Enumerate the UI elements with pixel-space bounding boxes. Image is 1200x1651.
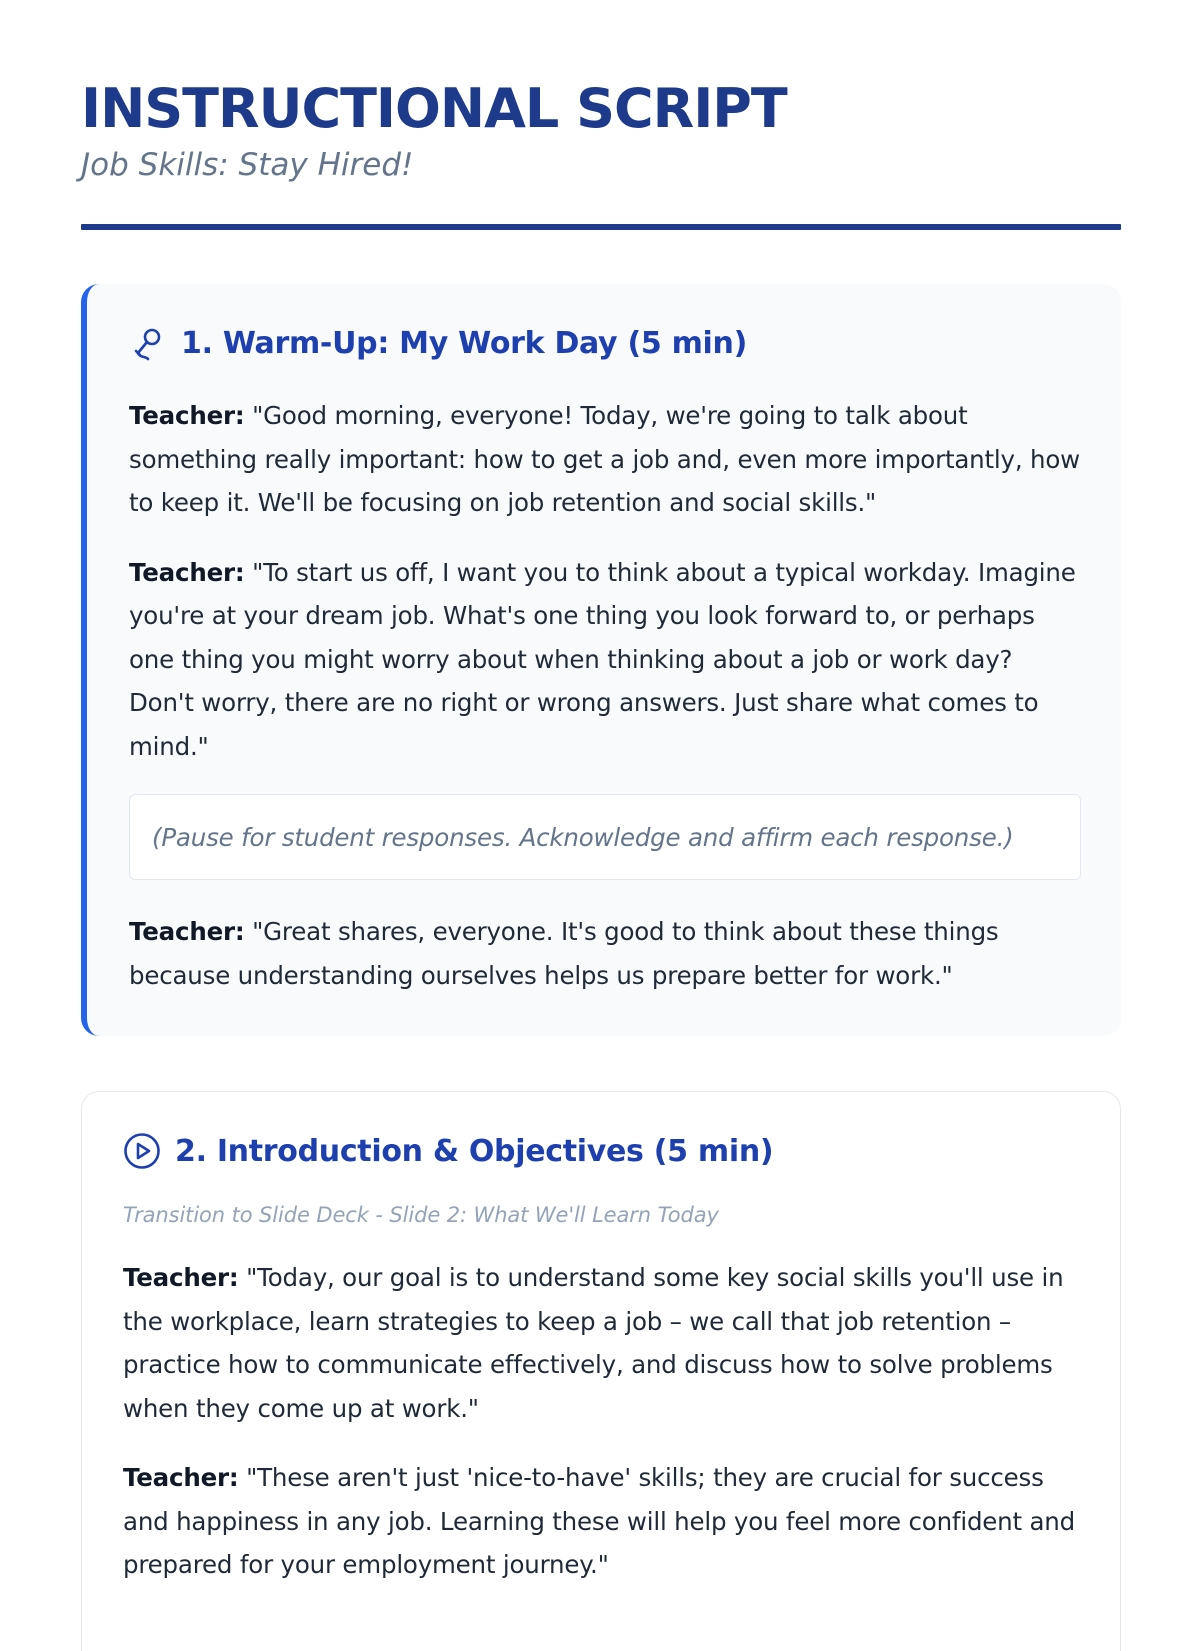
teacher-line-text: "These aren't just 'nice-to-have' skills; they are crucial for success and happiness in any job. Learning these will help you feel more confident and prepared for your employment journey."	[123, 1463, 1075, 1579]
teacher-line	[129, 394, 1081, 525]
teacher-line	[123, 1456, 1080, 1587]
pause-note: (Pause for student responses. Acknowledge and affirm each response.)	[129, 794, 1081, 880]
section-introduction	[81, 1091, 1121, 1651]
microphone-icon	[129, 324, 167, 362]
speaker-label: Teacher:	[123, 1463, 239, 1492]
speaker-label: Teacher:	[129, 401, 245, 430]
page-subtitle: Job Skills: Stay Hired!	[81, 147, 414, 183]
section-heading: 2. Introduction & Objectives (5 min)	[175, 1133, 774, 1169]
script-page	[81, 78, 1121, 1651]
teacher-line	[129, 910, 1081, 997]
teacher-line	[129, 551, 1081, 769]
teacher-line-text: "Good morning, everyone! Today, we're going to talk about something really important: how to get a job and, even more importantly, how to keep it. We'll be focusing on job retention and social skills."	[129, 401, 1080, 517]
section-header	[129, 322, 1081, 364]
section-header	[123, 1130, 1080, 1172]
teacher-line-text: "To start us off, I want you to think about a typical workday. Imagine you're at your dream job. What's one thing you look forward to, or perhaps one thing you might worry about when thinking about a job or work day? Don't worry, there are no right or wrong answers. Just share what comes to mind."	[129, 557, 1076, 761]
play-circle-icon	[123, 1132, 161, 1170]
speaker-label: Teacher:	[129, 557, 245, 587]
page-title: INSTRUCTIONAL SCRIPT	[81, 77, 787, 140]
teacher-line	[123, 1256, 1080, 1430]
header-divider	[81, 224, 1121, 230]
slide-transition-note: Transition to Slide Deck - Slide 2: What We'll Learn Today	[123, 1203, 719, 1227]
teacher-line-text: "Great shares, everyone. It's good to think about these things because understanding ourselves helps us prepare better for work."	[129, 917, 999, 990]
section-heading: 1. Warm-Up: My Work Day (5 min)	[181, 325, 748, 361]
speaker-label: Teacher:	[129, 917, 245, 946]
speaker-label: Teacher:	[123, 1263, 239, 1292]
teacher-line-text: "Today, our goal is to understand some key social skills you'll use in the workplace, learn strategies to keep a job – we call that job retention – practice how to communicate effectively, and discuss how to solve problems when they come up at work."	[123, 1263, 1064, 1423]
section-warm-up	[81, 284, 1121, 1036]
